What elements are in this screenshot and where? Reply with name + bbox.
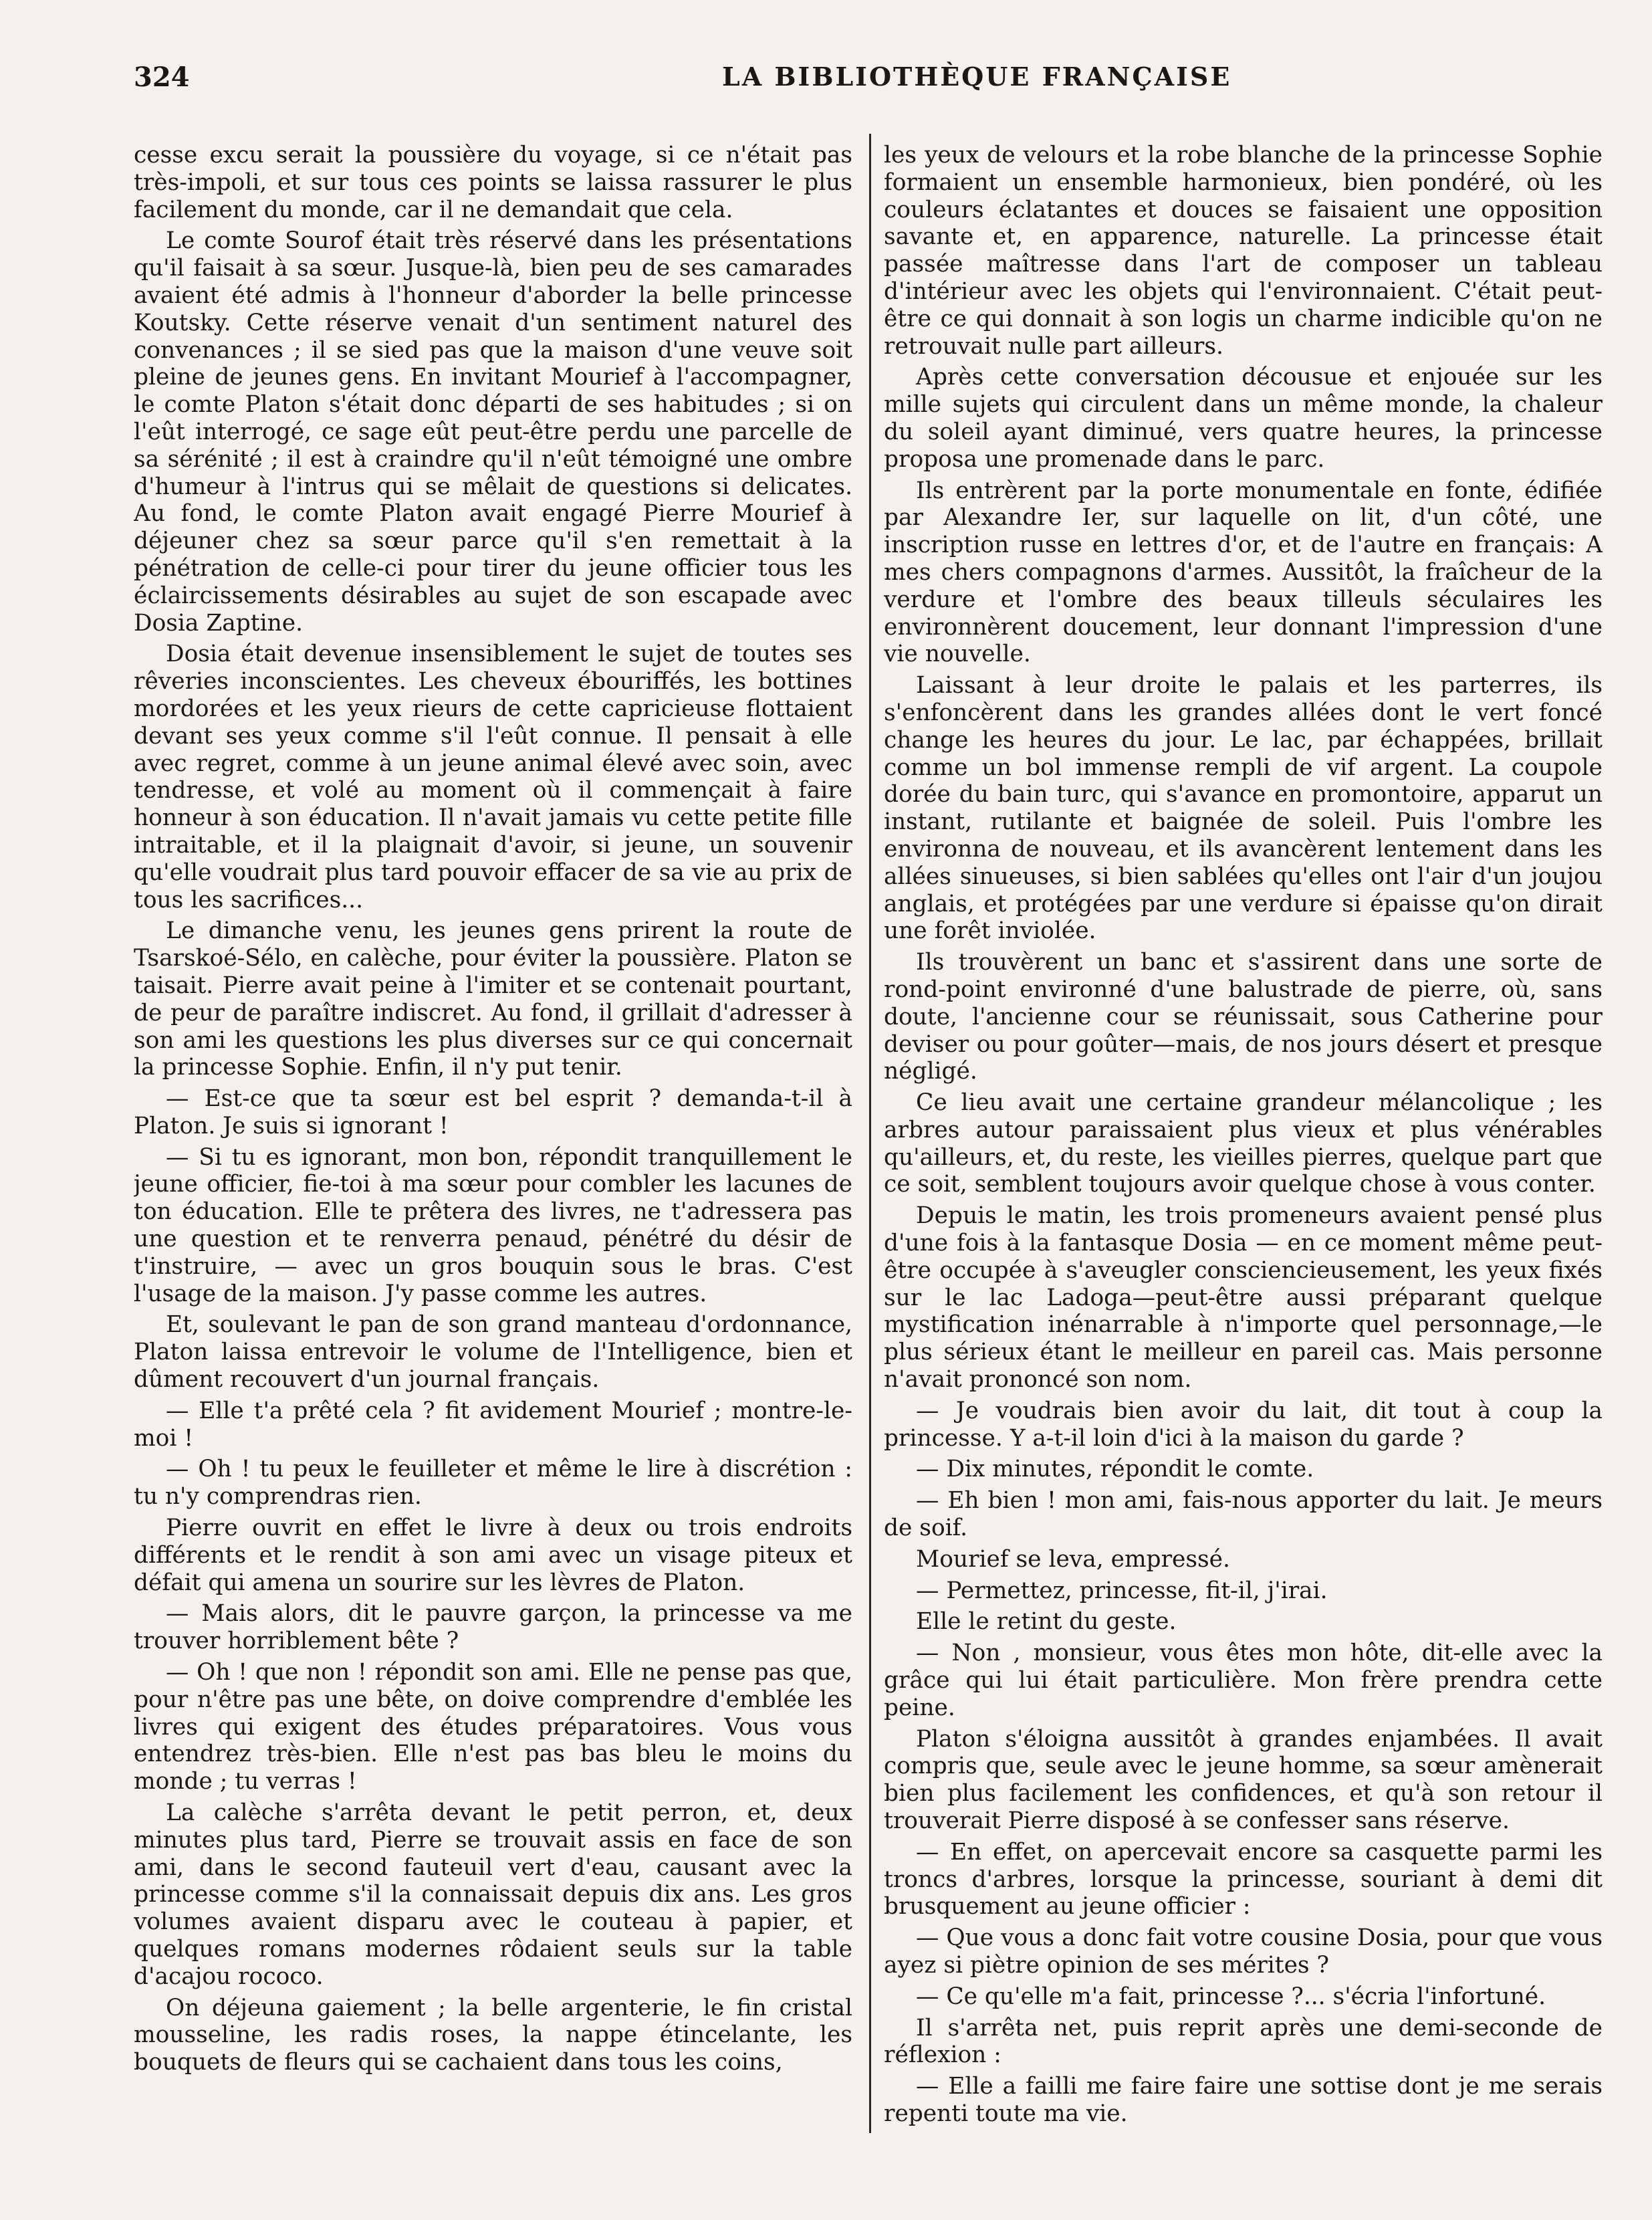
paragraph: Le dimanche venu, les jeunes gens prirent la route de Tsarskoé-Sélo, en calèche, pour éviter la poussière. Platon se taisait. Pierre avait peine à l'imiter et se contenait pourtant, de peur de paraître indiscret. Au fond, il grillait d'adresser à son ami les questions les plus diverses sur ce qui concernait la princesse Sophie. Enfin, il n'y put tenir. <box>134 917 852 1081</box>
paragraph: — Oh ! que non ! répondit son ami. Elle ne pense pas que, pour n'être pas une bête, on doive comprendre d'emblée les livres qui exigent des études préparatoires. Vous vous entendrez très-bien. Elle n'est pas bas bleu le moins du monde ; tu verras ! <box>134 1659 852 1795</box>
paragraph: — Elle a failli me faire faire une sottise dont je me serais repenti toute ma vie. <box>884 2073 1603 2127</box>
paragraph: — Que vous a donc fait votre cousine Dosia, pour que vous ayez si piètre opinion de ses mérites ? <box>884 1924 1603 1979</box>
paragraph: — En effet, on apercevait encore sa casquette parmi les troncs d'arbres, lorsque la princesse, souriant à demi dit brusquement au jeune officier : <box>884 1838 1603 1920</box>
paragraph: Pierre ouvrit en effet le livre à deux ou trois endroits différents et le rendit à son ami avec un visage piteux et défait qui amena un sourire sur les lèvres de Platon. <box>134 1515 852 1596</box>
paragraph: cesse excu serait la poussière du voyage, si ce n'était pas très-impoli, et sur tous ces points se laissa rassurer le plus facilement du monde, car il ne demandait que cela. <box>134 142 852 223</box>
column-divider <box>869 134 871 2133</box>
paragraph: Ils trouvèrent un banc et s'assirent dans une sorte de rond-point environné d'une balustrade de pierre, où, sans doute, l'ancienne cour se réunissait, sous Catherine pour deviser ou pour goûter—mais, de nos jours désert et presque négligé. <box>884 949 1603 1085</box>
paragraph: Ils entrèrent par la porte monumentale en fonte, édifiée par Alexandre Ier, sur laquelle on lit, d'un côté, une inscription russe en lettres d'or, et de l'autre en français: A mes chers compagnons d'armes. Aussitôt, la fraîcheur de la verdure et l'ombre des beaux tilleuls séculaires les environnèrent doucement, leur donnant l'impression d'une vie nouvelle. <box>884 477 1603 668</box>
page-header <box>134 62 1551 108</box>
paragraph: — Elle t'a prêté cela ? fit avidement Mourief ; montre-le-moi ! <box>134 1397 852 1452</box>
paragraph: — Eh bien ! mon ami, fais-nous apporter du lait. Je meurs de soif. <box>884 1487 1603 1542</box>
paragraph: Elle le retint du geste. <box>916 1608 1177 1636</box>
paragraph: Le comte Sourof était très réservé dans les présentations qu'il faisait à sa sœur. Jusque-là, bien peu de ses camarades avaient été admis à l'honneur d'aborder la belle princesse Koutsky. Cette réserve venait d'un sentiment naturel des convenances ; il se sied pas que la maison d'une veuve soit pleine de jeunes gens. En invitant Mourief à l'accompagner, le comte Platon s'était donc départi de ses habitudes ; si on l'eût interrogé, ce sage eût peut-être perdu une parcelle de sa sérénité ; il est à craindre qu'il n'eût témoigné une ombre d'humeur à l'intrus qui se mêlait de questions si delicates. Au fond, le comte Platon avait engagé Pierre Mourief à déjeuner chez sa sœur parce qu'il s'en remettait à la pénétration de celle-ci pour tirer du jeune officier tous les éclaircissements désirables au sujet de son escapade avec Dosia Zaptine. <box>134 227 852 637</box>
paragraph: Ce lieu avait une certaine grandeur mélancolique ; les arbres autour paraissaient plus vieux et plus vénérables qu'ailleurs, et, du reste, les vieilles pierres, quelque part que ce soit, semblent toujours avoir quelque chose à vous conter. <box>884 1089 1603 1198</box>
paragraph: Après cette conversation décousue et enjouée sur les mille sujets qui circulent dans un même monde, la chaleur du soleil ayant diminué, vers quatre heures, la princesse proposa une promenade dans le parc. <box>884 364 1603 473</box>
running-title: LA BIBLIOTHÈQUE FRANÇAISE <box>722 62 1232 92</box>
paragraph: Il s'arrêta net, puis reprit après une demi-seconde de réflexion : <box>884 2014 1603 2069</box>
paragraph: — Je voudrais bien avoir du lait, dit tout à coup la princesse. Y a-t-il loin d'ici à la maison du garde ? <box>884 1397 1603 1452</box>
paragraph: — Mais alors, dit le pauvre garçon, la princesse va me trouver horriblement bête ? <box>134 1600 852 1655</box>
paragraph: — Si tu es ignorant, mon bon, répondit tranquillement le jeune officier, fie-toi à ma sœur pour combler les lacunes de ton éducation. Elle te prêtera des livres, ne t'adressera pas une question et te renverra penaud, pénétré du désir de t'instruire, — avec un gros bouquin sous le bras. C'est l'usage de la maison. J'y passe comme les autres. <box>134 1143 852 1307</box>
paragraph: Mourief se leva, empressé. <box>916 1545 1230 1573</box>
paragraph: Dosia était devenue insensiblement le sujet de toutes ses rêveries inconscientes. Les cheveux ébouriffés, les bottines mordorées et les yeux rieurs de cette capricieuse flottaient devant ses yeux comme s'il l'eût connue. Il pensait à elle avec regret, comme à un jeune animal élevé avec soin, avec tendresse, et volé au moment où il commençait à faire honneur à son éducation. Il n'avait jamais vu cette petite fille intraitable, et il la plaignait d'avoir, si jeune, un souvenir qu'elle voudrait plus tard pouvoir effacer de sa vie au prix de tous les sacrifices... <box>134 641 852 913</box>
paragraph: Depuis le matin, les trois promeneurs avaient pensé plus d'une fois à la fantasque Dosia — en ce moment même peut-être occupée à s'aveugler consciencieusement, les yeux fixés sur le lac Ladoga—peut-être aussi préparant quelque mystification inénarrable à n'importe quel personnage,—le plus sérieux étant le meilleur en pareil cas. Mais personne n'avait prononcé son nom. <box>884 1202 1603 1394</box>
paragraph: — Oh ! tu peux le feuilleter et même le lire à discrétion : tu n'y comprendras rien. <box>134 1456 852 1511</box>
paragraph: — Ce qu'elle m'a fait, princesse ?... s'écria l'infortuné. <box>916 1983 1546 2010</box>
paragraph: — Permettez, princesse, fit-il, j'irai. <box>916 1577 1328 1604</box>
right-column <box>884 142 1603 2128</box>
paragraph: Laissant à leur droite le palais et les parterres, ils s'enfoncèrent dans les grandes allées dont le vert foncé change les heures du jour. Le lac, par échappées, brillait comme un bol immense rempli de vif argent. La coupole dorée du bain turc, qui s'avance en promontoire, apparut un instant, rutilante et baignée de soleil. Puis l'ombre les environna de nouveau, et ils avancèrent lentement dans les allées sinueuses, si bien sablées qu'elles ont l'air d'un joujou anglais, et protégées par une verdure si épaisse qu'on dirait une forêt inviolée. <box>884 672 1603 945</box>
left-column <box>134 142 852 2128</box>
paragraph: — Non , monsieur, vous êtes mon hôte, dit-elle avec la grâce qui lui était particulière. Mon frère prendra cette peine. <box>884 1640 1603 1721</box>
paragraph: La calèche s'arrêta devant le petit perron, et, deux minutes plus tard, Pierre se trouvait assis en face de son ami, dans le second fauteuil vert d'eau, causant avec la princesse comme s'il la connaissait depuis dix ans. Les gros volumes avaient disparu avec le couteau à papier, et quelques romans modernes rôdaient seuls sur la table d'acajou rococo. <box>134 1799 852 1990</box>
paragraph: — Est-ce que ta sœur est bel esprit ? demanda-t-il à Platon. Je suis si ignorant ! <box>134 1085 852 1139</box>
paragraph: Et, soulevant le pan de son grand manteau d'ordonnance, Platon laissa entrevoir le volume de l'Intelligence, bien et dûment recouvert d'un journal français. <box>134 1311 852 1394</box>
page-number: 324 <box>134 62 190 93</box>
paragraph: les yeux de velours et la robe blanche de la princesse Sophie formaient un ensemble harmonieux, bien pondéré, où les couleurs éclatantes et douces se faisaient une opposition savante et, en apparence, naturelle. La princesse était passée maîtresse dans l'art de composer un tableau d'intérieur avec les objets qui l'environnaient. C'était peut-être ce qui donnait à son logis un charme indicible qu'on ne retrouvait nulle part ailleurs. <box>884 142 1603 360</box>
paragraph: — Dix minutes, répondit le comte. <box>916 1456 1314 1483</box>
paragraph: On déjeuna gaiement ; la belle argenterie, le fin cristal mousseline, les radis roses, la nappe étincelante, les bouquets de fleurs qui se cachaient dans tous les coins, <box>134 1994 852 2076</box>
paragraph: Platon s'éloigna aussitôt à grandes enjambées. Il avait compris que, seule avec le jeune homme, sa sœur amènerait bien plus facilement les confidences, et qu'à son retour il trouverait Pierre disposé à se confesser sans réserve. <box>884 1725 1603 1835</box>
